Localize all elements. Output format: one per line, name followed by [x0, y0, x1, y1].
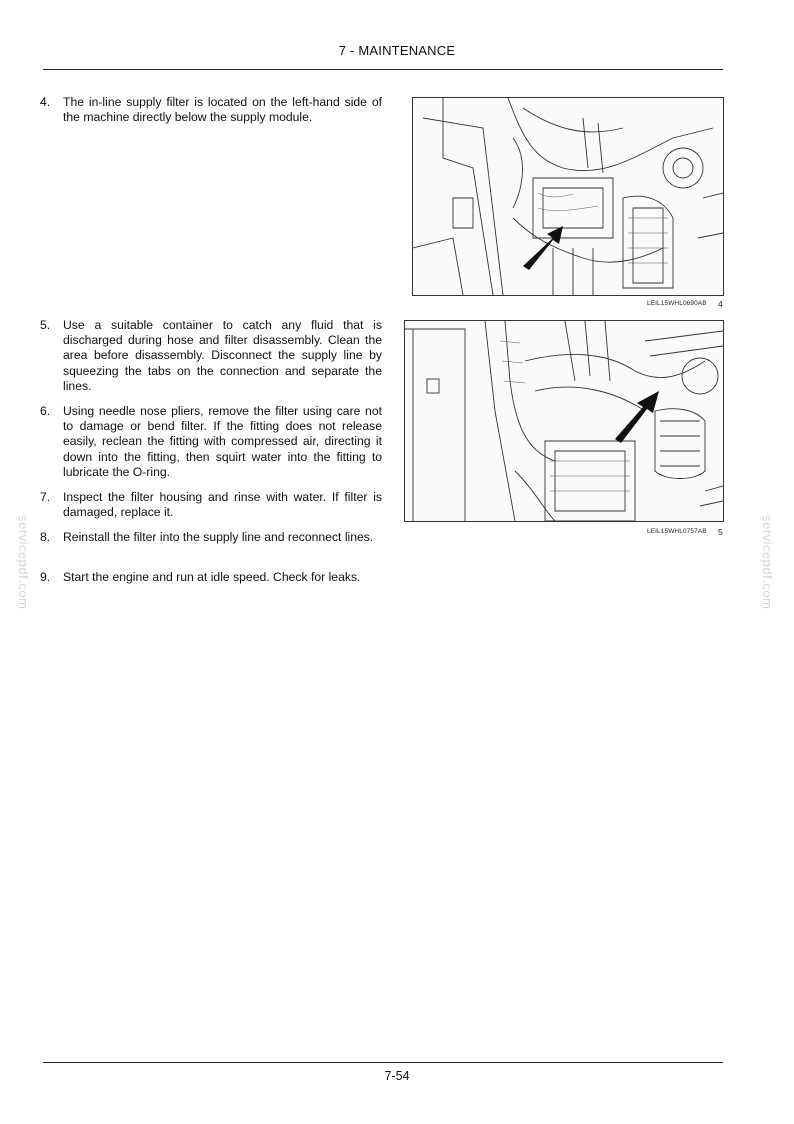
- footer-divider: [43, 1062, 723, 1063]
- engine-compartment-illustration-2: [405, 321, 723, 521]
- figure-4-number: 4: [718, 299, 723, 309]
- step-text: Start the engine and run at idle speed. Check for leaks.: [63, 570, 361, 584]
- page-header: 7 - MAINTENANCE: [338, 43, 456, 58]
- engine-compartment-illustration-1: [413, 98, 723, 295]
- figure-5-number: 5: [718, 527, 723, 537]
- figure-4-image: [412, 97, 724, 296]
- step-number: 4.: [40, 95, 51, 109]
- step-number: 5.: [40, 318, 51, 332]
- step-9: [40, 570, 382, 585]
- step-number: 9.: [40, 570, 51, 584]
- step-text: The in-line supply filter is located on the left-hand side of the machine directly below the supply module.: [63, 95, 382, 125]
- step-number: 7.: [40, 490, 51, 504]
- watermark-left: servicepdf.com: [16, 515, 31, 610]
- header-divider: [43, 69, 723, 70]
- figure-5-image: [404, 320, 724, 522]
- step-number: 6.: [40, 404, 51, 418]
- step-text: Use a suitable container to catch any fluid that is discharged during hose and filter disassembly. Clean the area before disassembly. Disconnect the supply line by squeezing the tabs on the connection and separate the lines.: [63, 318, 382, 393]
- step-8: [40, 530, 382, 545]
- step-text: Reinstall the filter into the supply line and reconnect lines.: [63, 530, 374, 544]
- step-7: [40, 490, 382, 520]
- figure-4-code: LEIL15WHL0690AB: [647, 300, 707, 307]
- watermark-right: servicepdf.com: [760, 515, 775, 610]
- step-4: [40, 95, 382, 125]
- step-6: [40, 404, 382, 480]
- step-number: 8.: [40, 530, 51, 544]
- step-5: [40, 318, 382, 394]
- step-text: Inspect the filter housing and rinse with water. If filter is damaged, replace it.: [63, 490, 382, 520]
- figure-5-code: LEIL15WHL0757AB: [647, 528, 707, 535]
- page-number: 7-54: [384, 1069, 410, 1083]
- step-text: Using needle nose pliers, remove the filter using care not to damage or bend filter. If the fitting does not release easily, reclean the fitting with compressed air, directing it down into the fitting, then squirt water into the fitting to lubricate the O-ring.: [63, 404, 382, 479]
